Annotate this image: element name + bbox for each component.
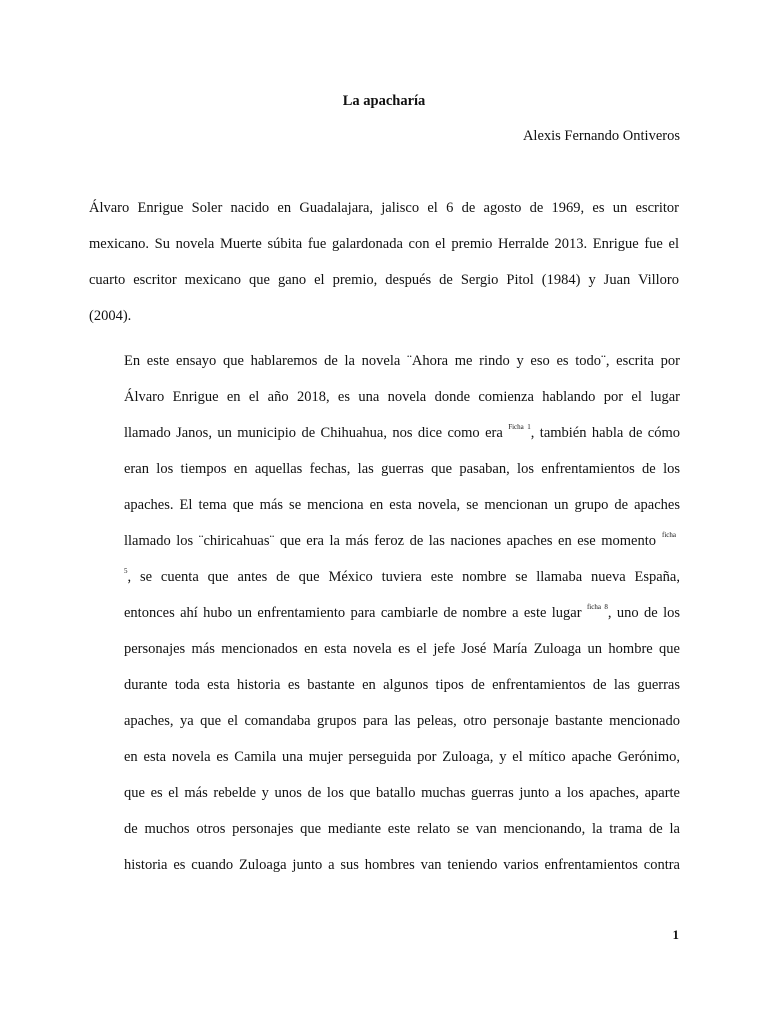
text-segment: , también habla de cómo bbox=[530, 425, 680, 441]
paragraph-line: En este ensayo que hablaremos de la novela ¨Ahora me rindo y eso es todo¨, escrita por bbox=[124, 353, 680, 369]
page-number: 1 bbox=[672, 927, 679, 942]
paragraph-line bbox=[124, 603, 680, 623]
text-segment: , uno de los bbox=[607, 605, 680, 621]
paragraph-line: apaches, ya que el comandaba grupos para las peleas, otro personaje bastante mencionado bbox=[124, 713, 680, 729]
paragraph-line: mexicano. Su novela Muerte súbita fue galardonada con el premio Herralde 2013. Enrigue fue el bbox=[89, 236, 679, 252]
document-title: La apacharía bbox=[342, 93, 426, 109]
footnote-ref: ficha 8 bbox=[586, 603, 608, 611]
paragraph-line: llamado los ¨chiricahuas¨ que era la más feroz de las naciones apaches en ese momento bbox=[124, 533, 656, 549]
footnote-ref: 5 bbox=[124, 567, 128, 575]
paragraph-line: que es el más rebelde y unos de los que batallo muchas guerras junto a los apaches, aparte bbox=[124, 785, 680, 801]
footnote-ref: ficha bbox=[662, 531, 676, 539]
paragraph-line bbox=[124, 567, 680, 587]
footnote-ref: Ficha 1 bbox=[508, 423, 531, 431]
paragraph-line: eran los tiempos en aquellas fechas, las guerras que pasaban, los enfrentamientos de los bbox=[124, 461, 680, 477]
paragraph-line: de muchos otros personajes que mediante este relato se van mencionando, la trama de la bbox=[124, 821, 680, 837]
text-segment: llamado Janos, un municipio de Chihuahua, nos dice como era bbox=[124, 425, 503, 441]
paragraph-line: en esta novela es Camila una mujer perseguida por Zuloaga, y el mítico apache Gerónimo, bbox=[124, 749, 680, 765]
paragraph-line: (2004). bbox=[89, 308, 132, 324]
text-segment: entonces ahí hubo un enfrentamiento para cambiarle de nombre a este lugar bbox=[124, 605, 582, 621]
author-name: Alexis Fernando Ontiveros bbox=[522, 128, 680, 144]
paragraph-line: durante toda esta historia es bastante en algunos tipos de enfrentamientos de las guerras bbox=[124, 677, 680, 693]
paragraph-line: Álvaro Enrigue en el año 2018, es una novela donde comienza hablando por el lugar bbox=[124, 389, 680, 405]
paragraph-line: personajes más mencionados en esta novela es el jefe José María Zuloaga un hombre que bbox=[124, 641, 680, 657]
paragraph-line bbox=[124, 423, 680, 443]
paragraph-line: apaches. El tema que más se menciona en esta novela, se mencionan un grupo de apaches bbox=[124, 497, 680, 513]
text-segment: , se cuenta que antes de que México tuviera este nombre se llamaba nueva España, bbox=[127, 569, 680, 585]
paragraph-line: Álvaro Enrigue Soler nacido en Guadalajara, jalisco el 6 de agosto de 1969, es un escritor bbox=[89, 200, 679, 216]
paragraph-line: cuarto escritor mexicano que gano el premio, después de Sergio Pitol (1984) y Juan Villoro bbox=[89, 272, 679, 288]
paragraph-line: historia es cuando Zuloaga junto a sus hombres van teniendo varios enfrentamientos contra bbox=[124, 857, 680, 873]
